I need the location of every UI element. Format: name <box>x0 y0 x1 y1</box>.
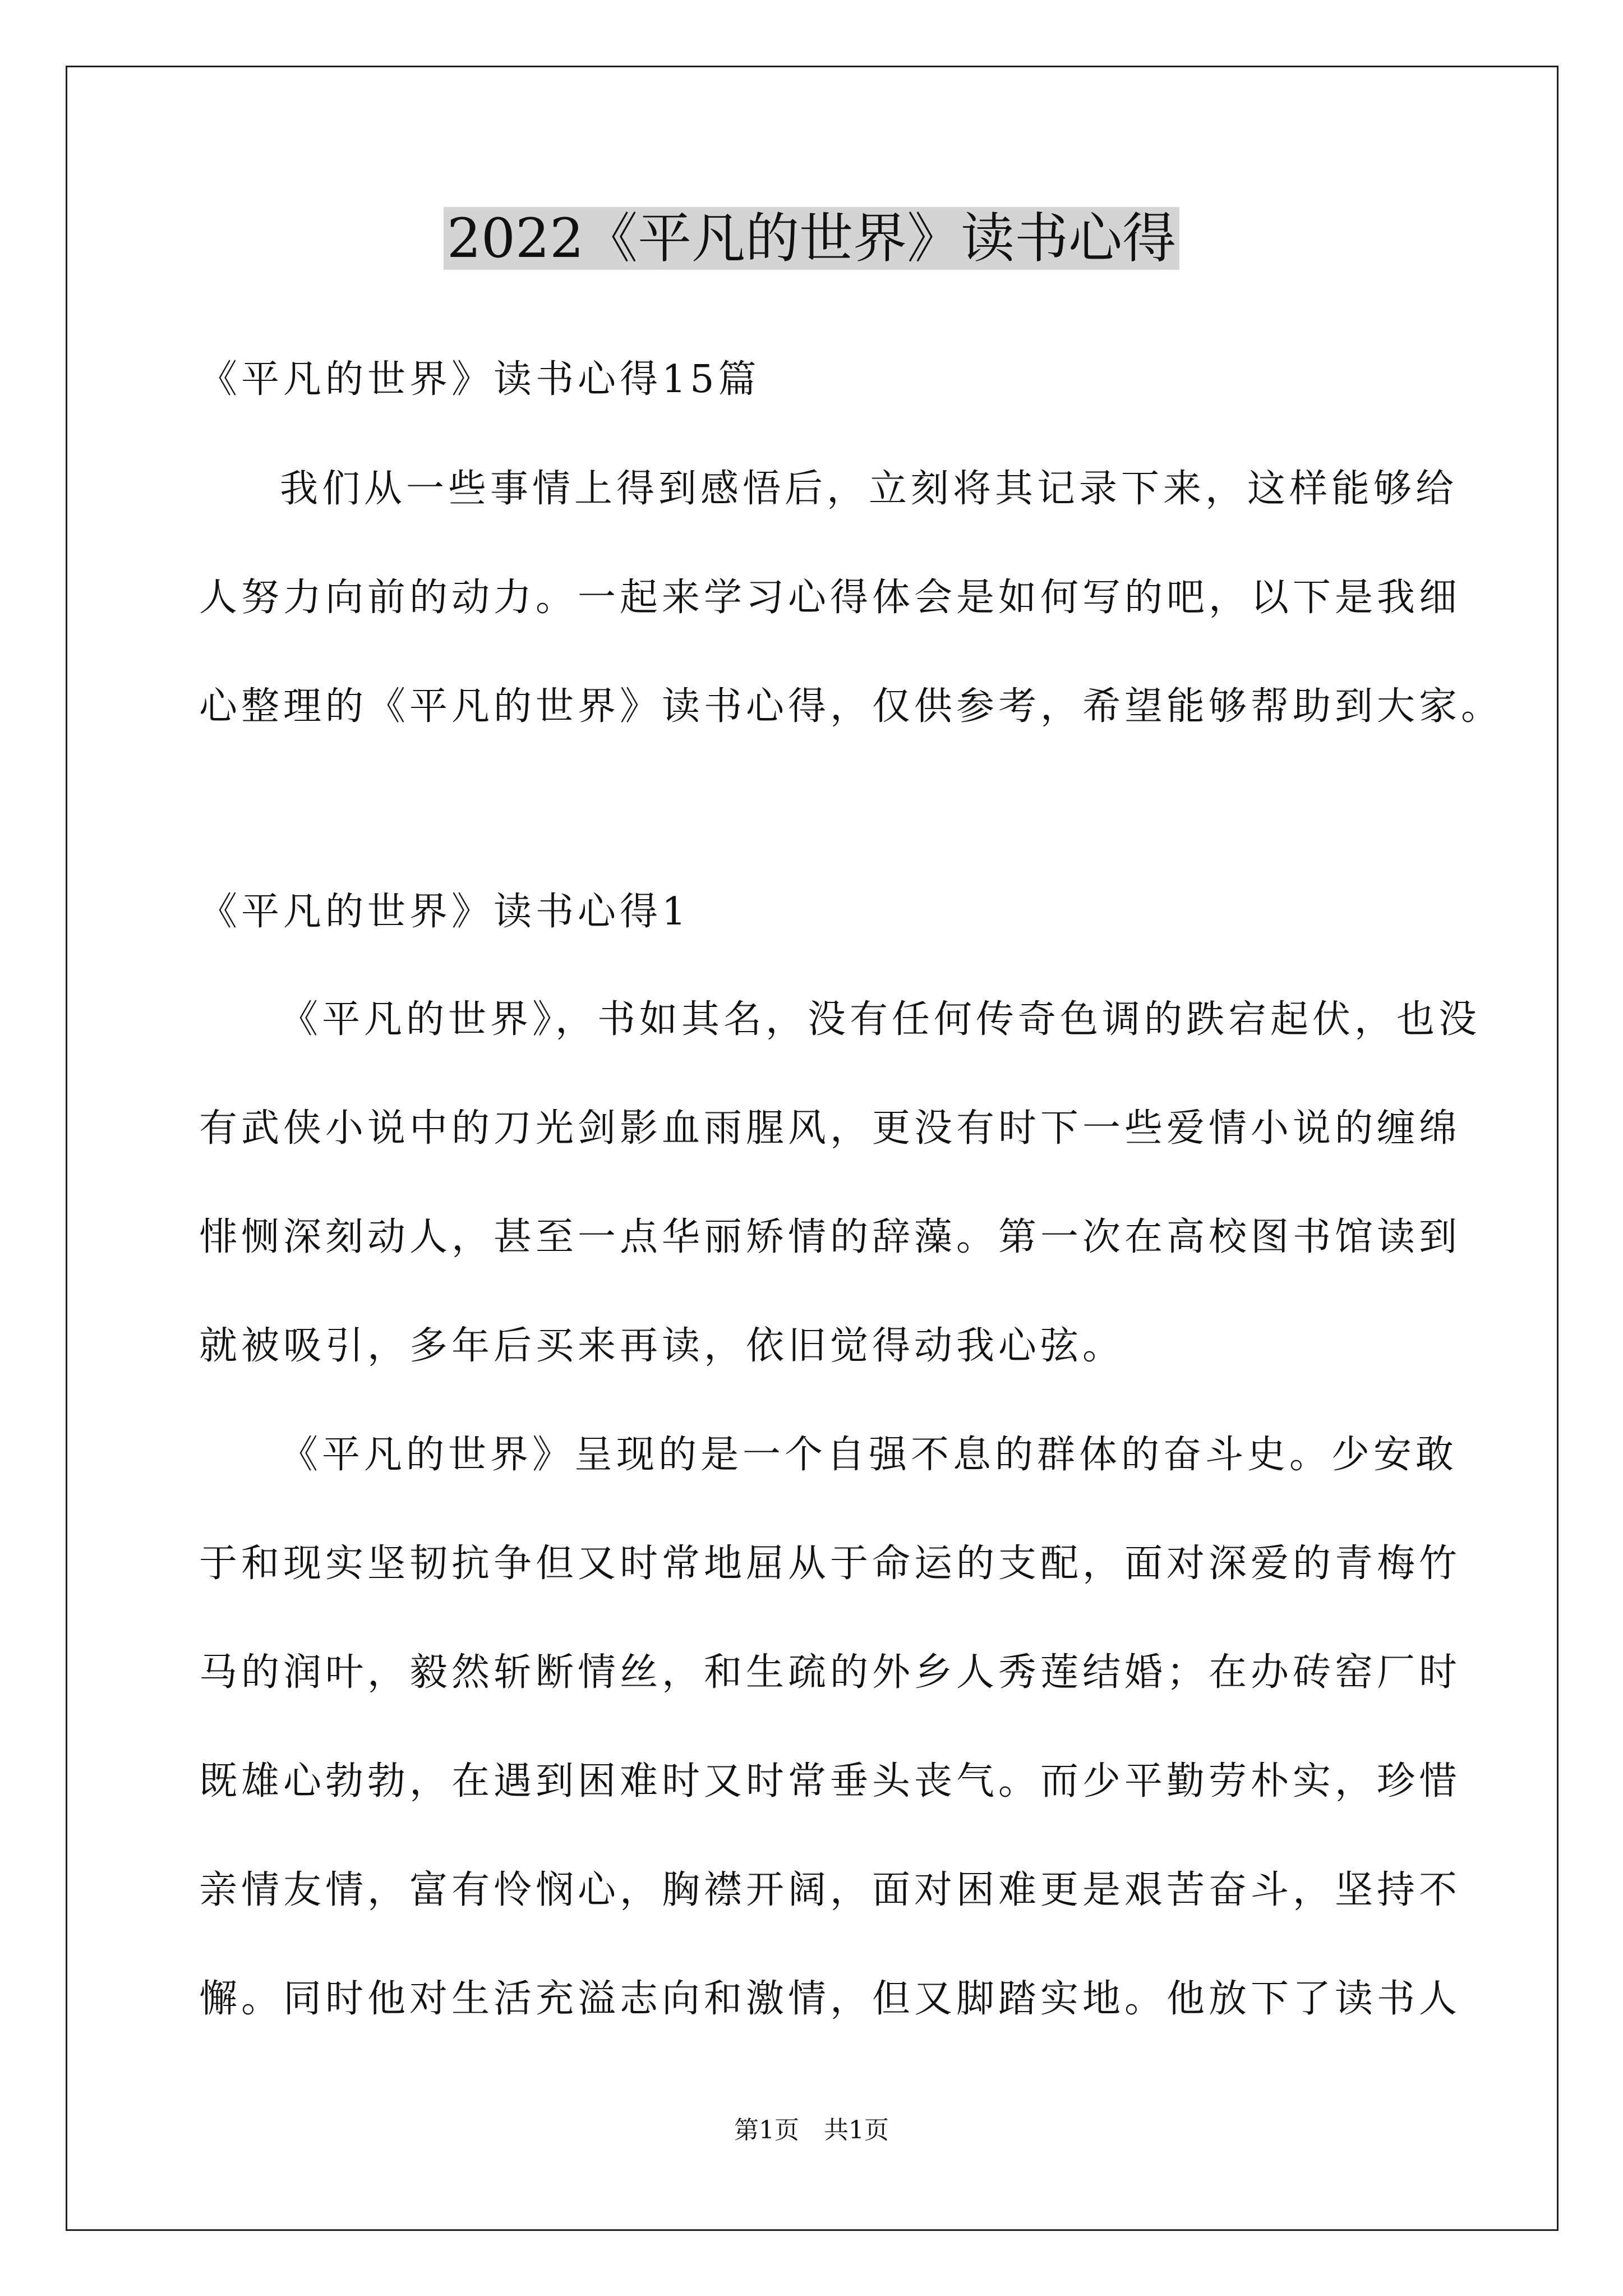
intro-line: 人努力向前的动力。一起来学习心得体会是如何写的吧，以下是我细 <box>199 576 1461 620</box>
intro-line: 我们从一些事情上得到感悟后，立刻将其记录下来，这样能够给 <box>280 467 1458 511</box>
paragraph-line: 马的润叶，毅然斩断情丝，和生疏的外乡人秀莲结婚；在办砖窑厂时 <box>199 1650 1461 1695</box>
paragraph-line: 就被吸引，多年后买来再读，依旧觉得动我心弦。 <box>199 1324 1125 1368</box>
paragraph-line: 《平凡的世界》，书如其名，没有任何传奇色调的跌宕起伏，也没 <box>280 997 1481 1042</box>
paragraph-line: 悱恻深刻动人，甚至一点华丽矫情的辞藻。第一次在高校图书馆读到 <box>199 1215 1461 1259</box>
title-text: 2022《平凡的世界》读书心得 <box>444 207 1179 270</box>
subtitle: 《平凡的世界》读书心得15篇 <box>199 357 760 402</box>
paragraph-line: 既雄心勃勃，在遇到困难时又时常垂头丧气。而少平勤劳朴实，珍惜 <box>199 1759 1461 1803</box>
section-heading: 《平凡的世界》读书心得1 <box>199 890 690 934</box>
document-title <box>0 199 1623 278</box>
paragraph-line: 有武侠小说中的刀光剑影血雨腥风，更没有时下一些爱情小说的缠绵 <box>199 1106 1461 1151</box>
paragraph-line: 懈。同时他对生活充溢志向和激情，但又脚踏实地。他放下了读书人 <box>199 1977 1461 2021</box>
paragraph-line: 于和现实坚韧抗争但又时常地屈从于命运的支配，面对深爱的青梅竹 <box>199 1542 1461 1586</box>
page-footer: 第1页 共1页 <box>734 2116 889 2145</box>
intro-line: 心整理的《平凡的世界》读书心得，仅供参考，希望能够帮助到大家。 <box>199 684 1504 729</box>
paragraph-line: 亲情友情，富有怜悯心，胸襟开阔，面对困难更是艰苦奋斗，坚持不 <box>199 1868 1461 1912</box>
paragraph-line: 《平凡的世界》呈现的是一个自强不息的群体的奋斗史。少安敢 <box>280 1433 1458 1477</box>
